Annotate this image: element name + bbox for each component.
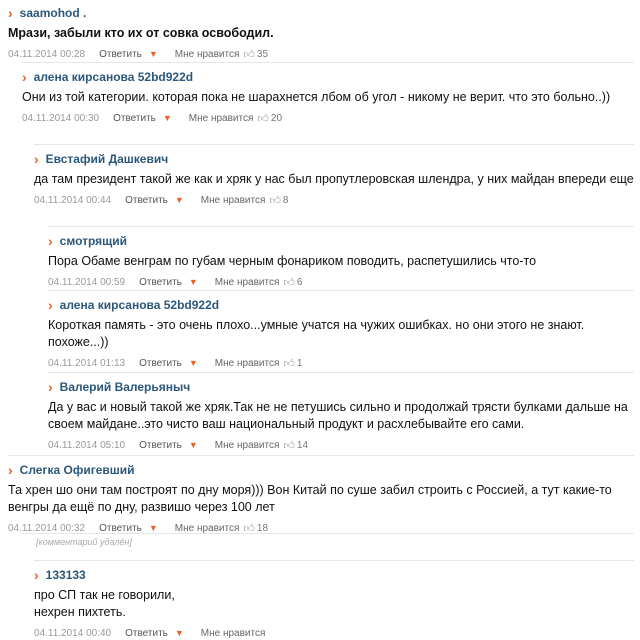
comment-author[interactable]: алена кирсанова 52bd922d bbox=[33, 70, 194, 84]
like-count: 1 bbox=[296, 357, 303, 369]
comment-date: 04.11.2014 00:40 bbox=[34, 627, 112, 639]
thumbs-up-icon[interactable]: 👍︎ bbox=[283, 276, 295, 289]
reply-dropdown-icon[interactable]: ▼ bbox=[148, 49, 158, 59]
comment bbox=[34, 144, 634, 207]
like-count: 6 bbox=[296, 276, 303, 288]
comment-text: Пора Обаме венграм по губам черным фонариком поводить, распетушились что-то bbox=[48, 254, 537, 268]
comment-text: про СП так не говорили, нехрен пихтеть. bbox=[34, 588, 175, 619]
comment-date: 04.11.2014 00:30 bbox=[22, 112, 100, 124]
reply-dropdown-icon[interactable]: ▼ bbox=[148, 523, 158, 533]
comment-text: Мрази, забыли кто их от совка освободил. bbox=[8, 26, 274, 40]
comment bbox=[8, 455, 634, 535]
comment-text: Да у вас и новый такой же хряк.Так не не петушись сильно и продолжай трясти булками дальше на своем майдане..это чисто ваш национальный продукт и расхлебывайте его сами. bbox=[48, 400, 628, 431]
reply-button[interactable]: Ответить bbox=[139, 439, 182, 451]
chevron-right-icon: › bbox=[8, 462, 13, 478]
thumbs-up-icon[interactable]: 👍︎ bbox=[257, 112, 269, 125]
like-button[interactable]: Мне нравится bbox=[214, 276, 280, 288]
like-button[interactable]: Мне нравится bbox=[214, 439, 280, 451]
reply-button[interactable]: Ответить bbox=[99, 48, 142, 60]
chevron-right-icon: › bbox=[8, 5, 13, 21]
comment-date: 04.11.2014 01:13 bbox=[48, 357, 126, 369]
reply-dropdown-icon[interactable]: ▼ bbox=[188, 440, 198, 450]
reply-dropdown-icon[interactable]: ▼ bbox=[188, 358, 198, 368]
comment-author[interactable]: saamohod . bbox=[19, 6, 87, 20]
like-count: 8 bbox=[282, 194, 289, 206]
reply-dropdown-icon[interactable]: ▼ bbox=[174, 628, 184, 638]
reply-dropdown-icon[interactable]: ▼ bbox=[188, 277, 198, 287]
like-count: 20 bbox=[270, 112, 283, 124]
comment-date: 04.11.2014 00:44 bbox=[34, 194, 112, 206]
comment-author[interactable]: алена кирсанова 52bd922d bbox=[59, 298, 220, 312]
comment bbox=[8, 4, 634, 61]
like-button[interactable]: Мне нравится bbox=[200, 627, 266, 639]
deleted-divider bbox=[22, 533, 634, 534]
like-button[interactable]: Мне нравится bbox=[200, 194, 266, 206]
thumbs-up-icon[interactable]: 👍︎ bbox=[283, 357, 295, 370]
like-count: 18 bbox=[256, 522, 269, 534]
comment-text: да там президент такой же как и хряк у нас был пропутлеровская шлендра, у них майдан впереди еще bbox=[34, 172, 634, 186]
comment-date: 04.11.2014 00:28 bbox=[8, 48, 86, 60]
comment-text: Та хрен шо они там построят по дну моря))) Вон Китай по суше забил строить с Россией, а тут какие-то венгры да ещё по дну, развишо через 100 лет bbox=[8, 483, 612, 514]
like-count: 14 bbox=[296, 439, 309, 451]
chevron-right-icon: › bbox=[48, 297, 53, 313]
comment bbox=[48, 226, 634, 289]
chevron-right-icon: › bbox=[22, 69, 27, 85]
comment-date: 04.11.2014 00:59 bbox=[48, 276, 126, 288]
comment-author[interactable]: Слегка Офигевший bbox=[19, 463, 135, 477]
chevron-right-icon: › bbox=[48, 233, 53, 249]
comment-text: Короткая память - это очень плохо...умные учатся на чужих ошибках. но они этого не знают. похоже...)) bbox=[48, 318, 585, 349]
comment bbox=[34, 560, 634, 640]
comment-author[interactable]: смотрящий bbox=[59, 234, 128, 248]
reply-button[interactable]: Ответить bbox=[139, 357, 182, 369]
comment bbox=[48, 372, 634, 452]
chevron-right-icon: › bbox=[34, 567, 39, 583]
like-button[interactable]: Мне нравится bbox=[214, 357, 280, 369]
comment-date: 04.11.2014 00:32 bbox=[8, 522, 86, 534]
comment-date: 04.11.2014 05:10 bbox=[48, 439, 126, 451]
thumbs-up-icon[interactable]: 👍︎ bbox=[243, 48, 255, 61]
comment-author[interactable]: Евстафий Дашкевич bbox=[45, 152, 169, 166]
chevron-right-icon: › bbox=[48, 379, 53, 395]
chevron-right-icon: › bbox=[34, 151, 39, 167]
comment-author[interactable]: 133133 bbox=[45, 568, 86, 582]
reply-dropdown-icon[interactable]: ▼ bbox=[162, 113, 172, 123]
reply-dropdown-icon[interactable]: ▼ bbox=[174, 195, 184, 205]
reply-button[interactable]: Ответить bbox=[99, 522, 142, 534]
like-button[interactable]: Мне нравится bbox=[174, 522, 240, 534]
thumbs-up-icon[interactable]: 👍︎ bbox=[269, 194, 281, 207]
comment-text: Они из той категории. которая пока не шарахнется лбом об угол - никому не верит. что это больно..)) bbox=[22, 90, 611, 104]
comment bbox=[22, 62, 634, 125]
deleted-comment-note: [комментарий удалён] bbox=[36, 537, 132, 547]
reply-button[interactable]: Ответить bbox=[125, 627, 168, 639]
comment-author[interactable]: Валерий Валерьяныч bbox=[59, 380, 191, 394]
thumbs-up-icon[interactable]: 👍︎ bbox=[243, 522, 255, 535]
like-count: 35 bbox=[256, 48, 269, 60]
comment bbox=[48, 290, 634, 370]
reply-button[interactable]: Ответить bbox=[139, 276, 182, 288]
reply-button[interactable]: Ответить bbox=[113, 112, 156, 124]
like-button[interactable]: Мне нравится bbox=[174, 48, 240, 60]
like-button[interactable]: Мне нравится bbox=[188, 112, 254, 124]
thumbs-up-icon[interactable]: 👍︎ bbox=[283, 439, 295, 452]
reply-button[interactable]: Ответить bbox=[125, 194, 168, 206]
